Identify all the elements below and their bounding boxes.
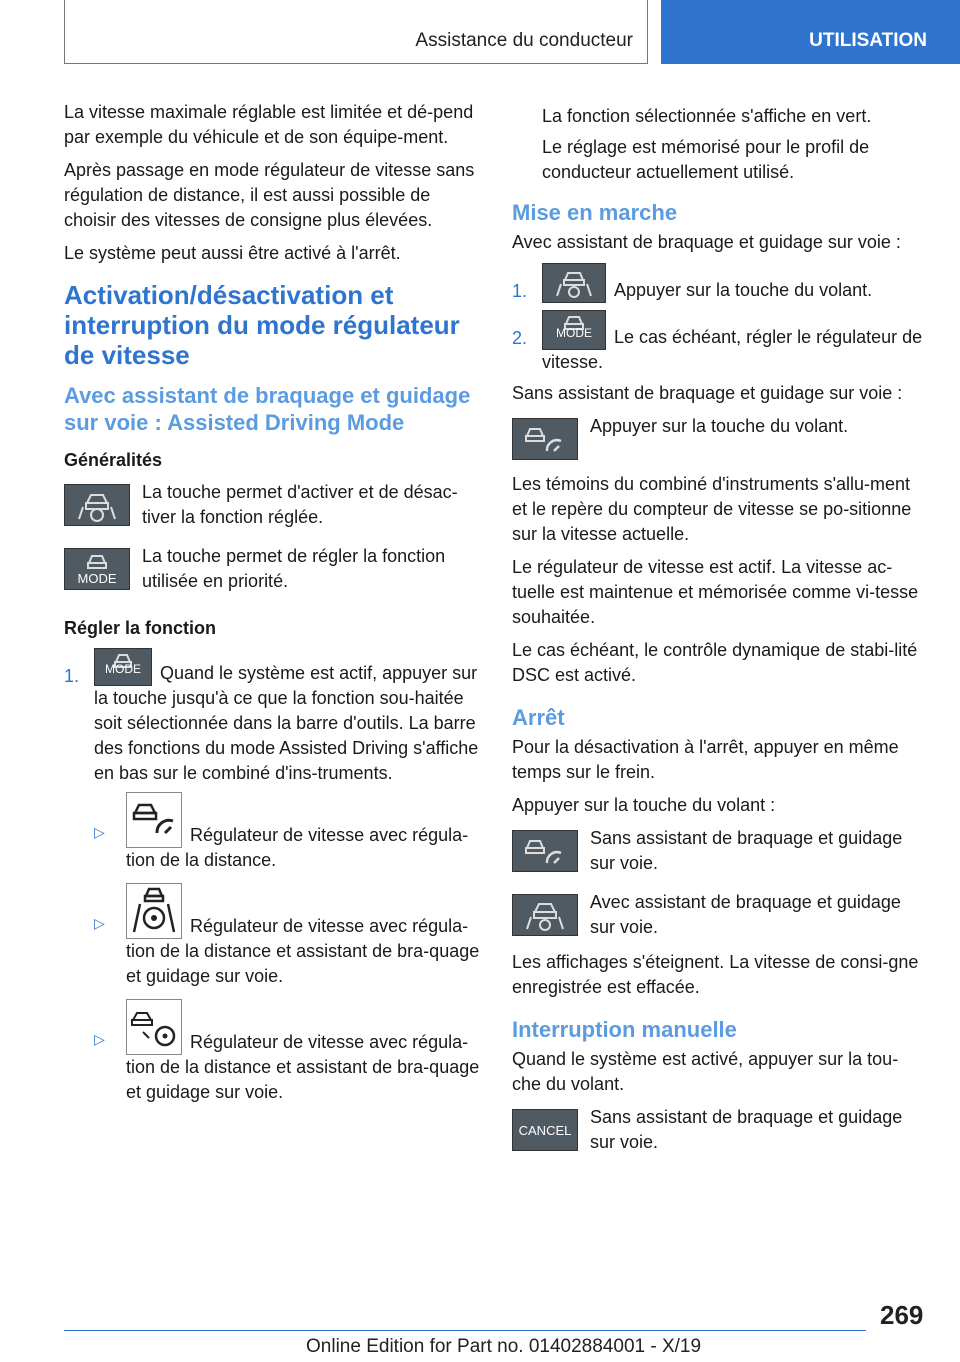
button-item <box>512 414 924 460</box>
list-item <box>94 999 480 1105</box>
paragraph: Pour la désactivation à l'arrêt, appuyer en même temps sur le frein. <box>512 737 899 782</box>
paragraph: Appuyer sur la touche du volant : <box>512 795 776 815</box>
general-item <box>64 480 480 530</box>
page-number: 269 <box>880 1300 924 1330</box>
paragraph: Le régulateur de vitesse est actif. La vitesse ac‐tuelle est maintenue et mémorisée comme vi‐tesse souhaitée. <box>512 557 919 627</box>
step-item <box>512 310 924 375</box>
bullet-marker: ▷ <box>94 1031 105 1047</box>
button-item-text: Appuyer sur la touche du volant. <box>590 416 849 436</box>
list-item <box>94 883 480 989</box>
paragraph: La vitesse maximale réglable est limitée et dé‐pend par exemple du véhicule et de son équipe‐ment. <box>64 102 474 147</box>
acc-distance-icon <box>126 792 182 848</box>
step-text: Appuyer sur la touche du volant. <box>614 280 873 300</box>
paragraph: Le système peut aussi être activé à l'arrêt. <box>64 243 401 263</box>
bullet-marker: ▷ <box>94 915 105 931</box>
list-item <box>94 792 480 873</box>
paragraph: Quand le système est activé, appuyer sur la tou‐che du volant. <box>512 1049 899 1094</box>
button-item-text: Sans assistant de braquage et guidage sur voie. <box>590 828 903 873</box>
left-column <box>64 100 480 1115</box>
paragraph: Les témoins du combiné d'instruments s'allu‐ment et le repère du compteur de vitesse se po‐sitionne sur la vitesse actuelle. <box>512 474 912 544</box>
footer-edition: Online Edition for Part no. 01402884001 - X/19 <box>306 1336 702 1357</box>
subsection-heading: Arrêt <box>512 705 565 730</box>
acc-steering-icon <box>126 999 182 1055</box>
assist-button-icon <box>542 263 606 303</box>
list-item-text: Régulateur de vitesse avec régula‐tion de la distance. <box>126 825 469 870</box>
paragraph: Les affichages s'éteignent. La vitesse de consi‐gne enregistrée est effacée. <box>512 952 919 997</box>
paragraph: Le réglage est mémorisé pour le profil de conducteur actuellement utilisé. <box>542 137 870 182</box>
mode-button-icon <box>94 648 152 686</box>
paragraph: Sans assistant de braquage et guidage sur voie : <box>512 383 903 403</box>
cancel-label: CANCEL <box>518 1123 572 1138</box>
step-text: Le cas échéant, régler le régulateur de vitesse. <box>542 327 923 372</box>
general-item-text: La touche permet de régler la fonction utilisée en priorité. <box>142 546 446 591</box>
assist-button-icon <box>512 894 578 936</box>
paragraph: La fonction sélectionnée s'affiche en vert. <box>542 106 872 126</box>
subsection-heading: Mise en marche <box>512 200 678 225</box>
button-item-text: Avec assistant de braquage et guidage sur voie. <box>590 892 901 937</box>
step-item <box>512 263 924 304</box>
acc-button-icon <box>512 418 578 460</box>
acc-lane-icon <box>126 883 182 939</box>
heading-general: Généralités <box>64 450 163 470</box>
step-text: Quand le système est actif, appuyer sur la touche jusqu'à ce que la fonction sou‐haitée soit sélectionnée dans la barre d'outils. La barre des fonctions du mode Assisted Driving s'affiche en bas sur le combiné d'ins‐truments. <box>94 663 479 783</box>
cancel-button-icon <box>512 1109 578 1151</box>
mode-label: MODE <box>556 326 592 340</box>
subsection-heading: Interruption manuelle <box>512 1017 737 1042</box>
step-number: 1. <box>512 281 528 301</box>
paragraph: Avec assistant de braquage et guidage sur voie : <box>512 232 901 252</box>
header-chapter-tab <box>661 0 960 64</box>
header-section-title: Assistance du conducteur <box>415 30 633 51</box>
mode-button-icon <box>542 310 606 350</box>
mode-label: MODE <box>105 662 141 676</box>
right-column <box>512 104 924 1163</box>
section-heading: Activation/désactivation et interruption du mode régulateur de vitesse <box>64 280 460 370</box>
acc-button-icon <box>512 830 578 872</box>
mode-label: MODE <box>77 571 117 586</box>
assist-button-icon <box>64 484 130 526</box>
list-item-text: Régulateur de vitesse avec régula‐tion de la distance et assistant de bra‐quage et guidage sur voie. <box>126 1032 480 1102</box>
heading-regler: Régler la fonction <box>64 618 217 638</box>
header-chapter-title: UTILISATION <box>809 30 927 51</box>
button-item <box>512 890 924 940</box>
button-item-text: Sans assistant de braquage et guidage sur voie. <box>590 1107 903 1152</box>
step-number: 1. <box>64 666 80 686</box>
step-item <box>64 648 480 786</box>
step-number: 2. <box>512 328 528 348</box>
list-item-text: Régulateur de vitesse avec régula‐tion de la distance et assistant de bra‐quage et guidage sur voie. <box>126 916 480 986</box>
general-item-text: La touche permet d'activer et de désac‐tiver la fonction réglée. <box>142 482 458 527</box>
general-item <box>64 544 480 594</box>
button-item <box>512 1105 924 1155</box>
bullet-marker: ▷ <box>94 824 105 840</box>
header-section-box <box>64 0 648 64</box>
paragraph: Le cas échéant, le contrôle dynamique de stabi‐lité DSC est activé. <box>512 640 918 685</box>
footer-divider <box>64 1330 866 1331</box>
subsection-heading: Avec assistant de braquage et guidage sur voie : Assisted Driving Mode <box>64 383 471 435</box>
mode-button-icon <box>64 548 130 590</box>
paragraph: Après passage en mode régulateur de vitesse sans régulation de distance, il est aussi possible de choisir des vitesses de consigne plus élevées. <box>64 160 475 230</box>
button-item <box>512 826 924 876</box>
